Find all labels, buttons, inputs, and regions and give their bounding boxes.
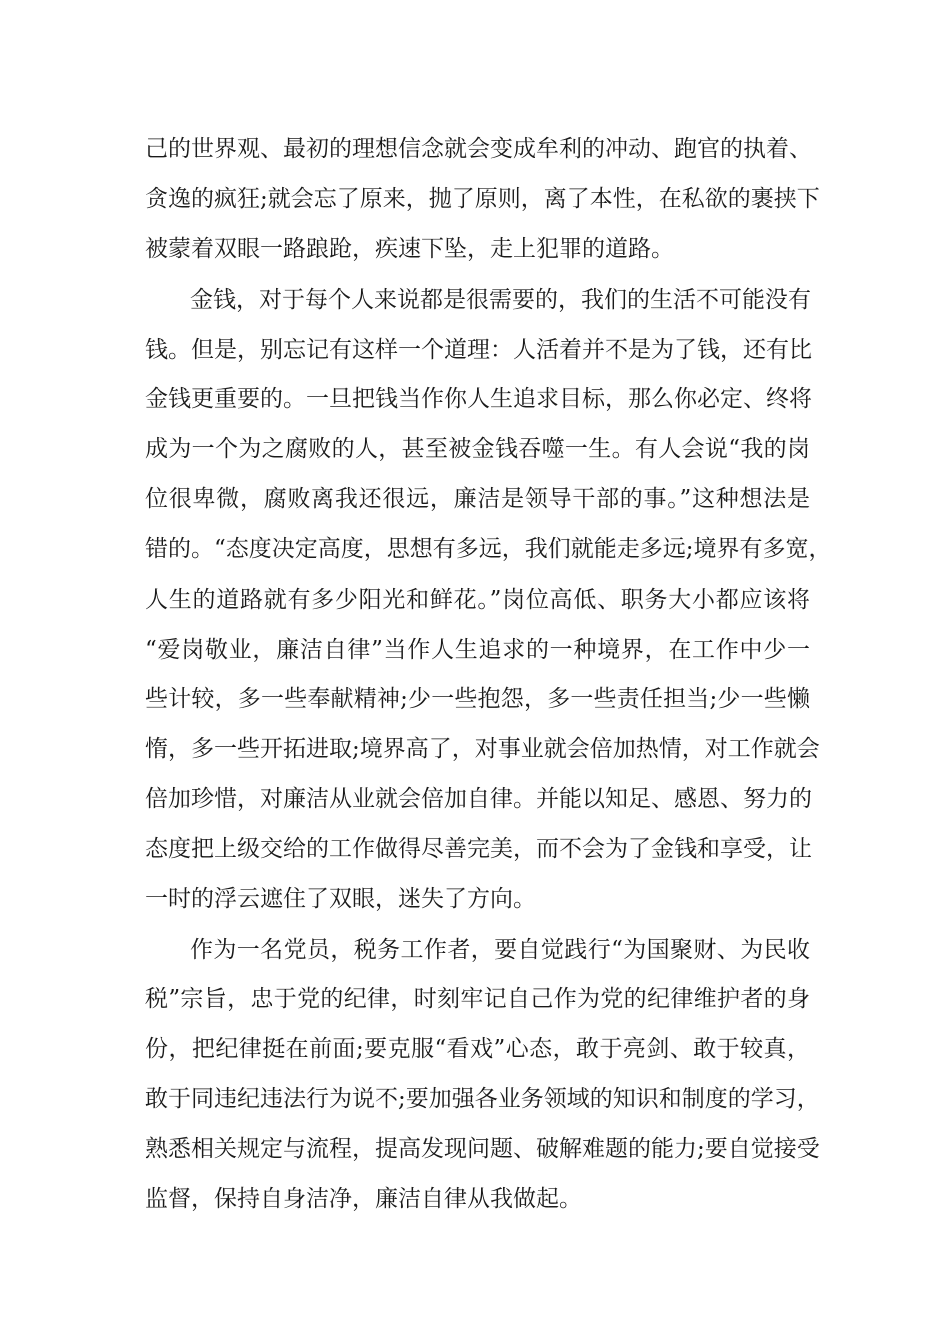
text-line: 监督，保持自身洁净，廉洁自律从我做起。 (145, 1186, 582, 1212)
text-line: 态度把上级交给的工作做得尽善完美，而不会为了金钱和享受，让 (145, 836, 812, 862)
text-line: 贪逸的疯狂;就会忘了原来，抛了原则，离了本性，在私欲的裹挟下 (145, 186, 820, 212)
text-line: 金钱更重要的。一旦把钱当作你人生追求目标，那么你必定、终将 (145, 386, 812, 412)
text-line: “爱岗敬业，廉洁自律”当作人生追求的一种境界，在工作中少一 (145, 637, 810, 663)
text-line: 钱。但是，别忘记有这样一个道理：人活着并不是为了钱，还有比 (145, 337, 812, 363)
text-line: 一时的浮云遮住了双眼，迷失了方向。 (145, 886, 536, 912)
text-line: 倍加珍惜，对廉洁从业就会倍加自律。并能以知足、感恩、努力的 (145, 786, 812, 812)
text-line: 份，把纪律挺在前面;要克服“看戏”心态，敢于亮剑、敢于较真， (145, 1036, 810, 1062)
text-line: 位很卑微，腐败离我还很远，廉洁是领导干部的事。”这种想法是 (145, 486, 810, 512)
paragraph-first-line: 金钱，对于每个人来说都是很需要的，我们的生活不可能没有 (190, 287, 811, 313)
text-line: 己的世界观、最初的理想信念就会变成牟利的冲动、跑官的执着、 (145, 136, 812, 162)
text-line: 敢于同违纪违法行为说不;要加强各业务领域的知识和制度的学习， (145, 1086, 820, 1112)
text-line: 惰，多一些开拓进取;境界高了，对事业就会倍加热情，对工作就会 (145, 736, 820, 762)
text-line: 税”宗旨，忠于党的纪律，时刻牢记自己作为党的纪律维护者的身 (145, 986, 810, 1012)
text-line: 被蒙着双眼一路踉跄，疾速下坠，走上犯罪的道路。 (145, 236, 674, 262)
text-line: 成为一个为之腐败的人，甚至被金钱吞噬一生。有人会说“我的岗 (145, 436, 810, 462)
text-line: 些计较，多一些奉献精神;少一些抱怨，多一些责任担当;少一些懒 (145, 686, 810, 712)
text-line: 错的。“态度决定高度，思想有多远，我们就能走多远;境界有多宽， (145, 536, 832, 562)
text-line: 熟悉相关规定与流程，提高发现问题、破解难题的能力;要自觉接受 (145, 1136, 820, 1162)
paragraph-first-line: 作为一名党员，税务工作者，要自觉践行“为国聚财、为民收 (190, 937, 810, 963)
text-line: 人生的道路就有多少阳光和鲜花。”岗位高低、职务大小都应该将 (145, 587, 810, 613)
